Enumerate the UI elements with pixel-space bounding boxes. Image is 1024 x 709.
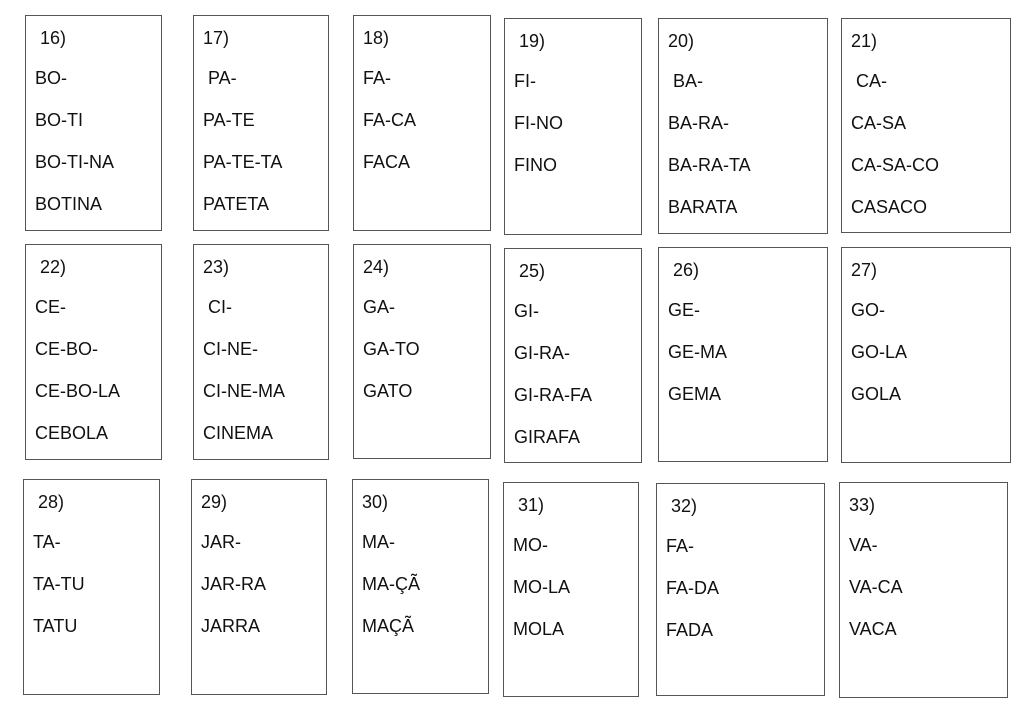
card-number: 25) — [514, 261, 546, 281]
syllable-line: BO-TI — [35, 110, 83, 130]
card-number: 18) — [363, 28, 390, 48]
word-card — [658, 247, 828, 462]
syllable-line: JAR-RA — [201, 574, 267, 594]
syllable-line: CASACO — [851, 197, 928, 217]
syllable-line: VACA — [849, 619, 897, 639]
syllable-line: FA-DA — [666, 578, 720, 598]
syllable-line: CI-NE- — [203, 339, 258, 359]
syllable-line: MA- — [362, 532, 395, 552]
syllable-line: MO-LA — [513, 577, 571, 597]
word-card — [25, 15, 162, 231]
syllable-line: FA- — [666, 536, 695, 556]
card-number: 22) — [35, 257, 67, 277]
card-number: 30) — [362, 492, 389, 512]
card-number: 24) — [363, 257, 390, 277]
syllable-line: GIRAFA — [514, 427, 581, 447]
syllable-line: MAÇÃ — [362, 616, 415, 636]
syllable-line: PA-TE — [203, 110, 255, 130]
word-card — [193, 15, 329, 231]
syllable-line: TA- — [33, 532, 61, 552]
word-card — [503, 482, 639, 697]
syllable-line: CEBOLA — [35, 423, 109, 443]
card-number: 19) — [514, 31, 546, 51]
card-number: 27) — [851, 260, 878, 280]
syllable-line: PA-TE-TA — [203, 152, 283, 172]
syllable-line: VA-CA — [849, 577, 903, 597]
card-number: 33) — [849, 495, 876, 515]
syllable-line: BARATA — [668, 197, 738, 217]
word-card — [504, 248, 642, 463]
word-card — [353, 244, 491, 459]
syllable-line: BO-TI-NA — [35, 152, 114, 172]
syllable-line: BA- — [668, 71, 704, 91]
syllable-line: CA- — [851, 71, 887, 91]
syllable-line: CA-SA — [851, 113, 907, 133]
syllable-line: GI-RA- — [514, 343, 570, 363]
syllable-line: MOLA — [513, 619, 565, 639]
card-number: 29) — [201, 492, 228, 512]
card-number: 21) — [851, 31, 878, 51]
word-card — [841, 247, 1011, 463]
syllable-line: MA-ÇÃ — [362, 574, 420, 594]
syllable-line: FACA — [363, 152, 411, 172]
syllable-line: CA-SA-CO — [851, 155, 940, 175]
syllable-line: CE-BO-LA — [35, 381, 121, 401]
card-number: 26) — [668, 260, 700, 280]
syllable-line: GI- — [514, 301, 539, 321]
syllable-line: PATETA — [203, 194, 270, 214]
syllable-line: GA- — [363, 297, 396, 317]
card-number: 32) — [666, 496, 698, 516]
syllable-line: GE- — [668, 300, 701, 320]
word-card — [25, 244, 162, 460]
syllable-line: BO- — [35, 68, 68, 88]
card-number: 17) — [203, 28, 230, 48]
card-number: 28) — [33, 492, 65, 512]
syllable-line: GEMA — [668, 384, 722, 404]
syllable-line: CE- — [35, 297, 66, 317]
syllable-line: CI-NE-MA — [203, 381, 285, 401]
syllable-line: JARRA — [201, 616, 261, 636]
card-number: 16) — [35, 28, 67, 48]
syllable-line: GOLA — [851, 384, 902, 404]
syllable-line: FINO — [514, 155, 557, 175]
word-card — [841, 18, 1011, 233]
card-number: 31) — [513, 495, 545, 515]
word-card — [656, 483, 825, 696]
syllable-line: GA-TO — [363, 339, 420, 359]
syllable-line: JAR- — [201, 532, 241, 552]
word-card — [193, 244, 329, 460]
word-card — [23, 479, 160, 695]
card-number: 23) — [203, 257, 230, 277]
syllable-line: GE-MA — [668, 342, 728, 362]
word-card — [191, 479, 327, 695]
syllable-line: GO- — [851, 300, 885, 320]
syllable-line: BA-RA-TA — [668, 155, 751, 175]
syllable-line: TATU — [33, 616, 78, 636]
syllable-line: BOTINA — [35, 194, 103, 214]
syllable-line: FI-NO — [514, 113, 563, 133]
syllable-line: PA- — [203, 68, 237, 88]
syllable-line: CINEMA — [203, 423, 274, 443]
syllable-line: VA- — [849, 535, 878, 555]
syllable-line: GI-RA-FA — [514, 385, 593, 405]
word-card — [658, 18, 828, 234]
syllable-line: TA-TU — [33, 574, 85, 594]
syllable-line: BA-RA- — [668, 113, 730, 133]
syllable-line: FADA — [666, 620, 714, 640]
word-card — [353, 15, 491, 231]
word-card — [839, 482, 1008, 698]
syllable-line: GATO — [363, 381, 413, 401]
syllable-line: CE-BO- — [35, 339, 98, 359]
syllable-line: FA-CA — [363, 110, 417, 130]
word-card — [504, 18, 642, 235]
syllable-line: FA- — [363, 68, 392, 88]
syllable-line: GO-LA — [851, 342, 908, 362]
syllable-line: FI- — [514, 71, 536, 91]
syllable-line: MO- — [513, 535, 548, 555]
word-card — [352, 479, 489, 694]
card-number: 20) — [668, 31, 695, 51]
syllable-line: CI- — [203, 297, 232, 317]
